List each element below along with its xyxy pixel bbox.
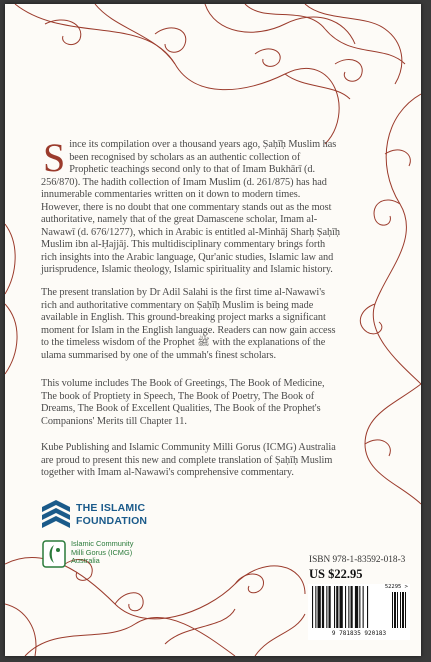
blurb-paragraph-1-text: ince its compilation over a thousand years ago, Ṣaḥīḥ Muslim has been recognised by scholars as an authentic collection of Prophetic teachings second only to that of Imam Bukhārī (d. 256/870). The hadith collection of Imam Muslim (d. 261/875) has had innumerable commentaries written on it down to modern times. However, there is no doubt that one commentary stands out as the most authoritative, namely that of the great Damascene scholar, Imam al-Nawawī (d. 676/1277), which in Arabic is entitled al-Minhāj Sharḥ Ṣaḥīḥ Muslim ibn al-Ḥajjāj. This multidisciplinary commentary brings forth rich insights into the Arabic language, Qur'anic studies, Islamic law and jurisprudence, Islamic theology, Islamic spirituality and Islamic history. (41, 139, 341, 275)
barcode-bar (363, 586, 364, 628)
barcode-digits: 9 781835 920183 (331, 630, 387, 637)
publisher-name-line-2: FOUNDATION (76, 515, 148, 527)
publisher-name-line-1: THE ISLAMIC (76, 502, 146, 514)
barcode-addon-bar (400, 592, 401, 628)
barcode-bar (340, 586, 343, 628)
barcode-bar (329, 586, 331, 628)
barcode-bar (351, 586, 353, 628)
barcode-addon-bar (397, 592, 398, 628)
barcode-addon-bar (392, 592, 393, 628)
blurb-paragraph-3-text: This volume includes The Book of Greetings, The Book of Medicine, The book of Proptiety in Speech, The Book of Poetry, The Book of Dreams, The Book of Excellent Qualities, The Book of the Prophet's Companions' Merits till Chapter 11. (41, 378, 325, 427)
barcode-bar (326, 586, 327, 628)
islamic-foundation-icon (42, 500, 70, 530)
barcode-addon-bar (402, 592, 404, 628)
blurb-paragraph-4-text: Kube Publishing and Islamic Community Milli Gorus (ICMG) Australia are proud to present this new and complete translation of Ṣaḥīḥ Muslim together with Imam al-Nawawi's comprehensive commentary. (41, 442, 336, 478)
icmg-name-line-2: Milli Gorus (ICMG) (71, 547, 133, 557)
barcode-addon-bar (394, 592, 396, 628)
book-back-cover (5, 4, 421, 656)
blurb-paragraph-2-text: The present translation by Dr Adil Salahi is the first time al-Nawawi's rich and authoritative commentary on Ṣaḥīḥ Muslim is being made available in English. This ground-breaking project marks a significant moment for Islam in the English language. Readers can now gain access to the timeless wisdom of the Prophet ﷺ with the explanations of the ulama summarised by one of the ummah's finest scholars. (41, 287, 336, 361)
barcode-bar (345, 586, 346, 628)
barcode-bar (336, 586, 338, 628)
barcode-addon-digits: 52295 > (384, 584, 408, 590)
barcode-bar (312, 586, 313, 628)
barcode-bar (348, 586, 349, 628)
blurb-paragraph-1 (41, 135, 341, 277)
barcode-bar (315, 586, 316, 628)
icmg-logo (42, 540, 192, 570)
isbn-number: ISBN 978-1-83592-018-3 (309, 555, 406, 565)
barcode-bar (355, 586, 358, 628)
icmg-name (71, 540, 133, 566)
icmg-emblem-icon (42, 540, 66, 568)
barcode (308, 584, 410, 640)
barcode-bar (359, 586, 360, 628)
price: US $22.95 (309, 567, 363, 581)
barcode-bar (367, 586, 368, 628)
barcode-addon-bar (405, 592, 406, 628)
barcode-bars (308, 584, 410, 630)
barcode-bar (318, 586, 321, 628)
drop-cap: S (43, 135, 66, 180)
blurb-paragraph-2 (41, 287, 341, 362)
barcode-bar (322, 586, 324, 628)
islamic-foundation-logo (42, 498, 182, 532)
barcode-bar (334, 586, 335, 628)
icmg-name-line-3: Australia (71, 556, 100, 566)
icmg-name-line-1: Islamic Community (71, 539, 134, 548)
blurb-paragraph-3 (41, 378, 341, 428)
blurb-paragraph-4 (41, 442, 341, 480)
